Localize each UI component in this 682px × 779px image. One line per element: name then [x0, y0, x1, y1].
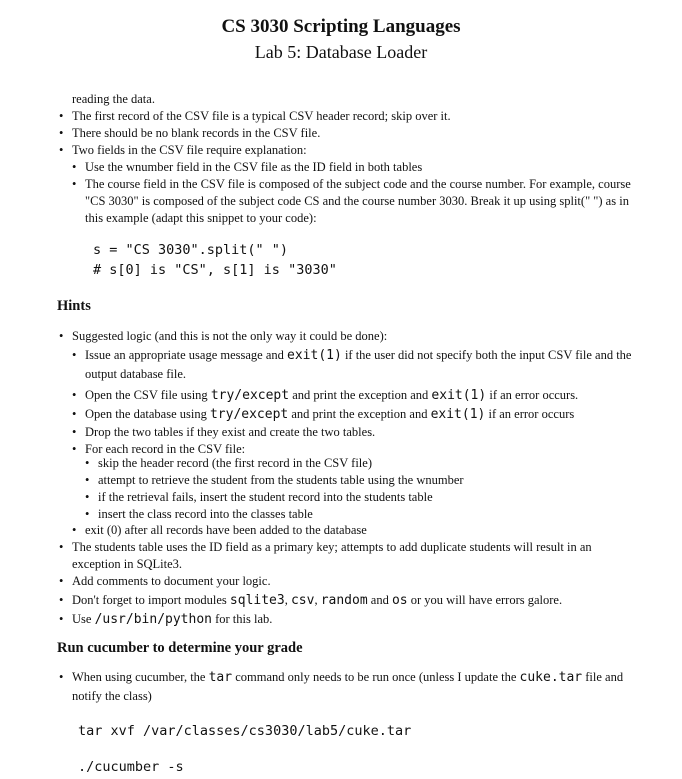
list-item: • Open the database using try/except and print the exception and exit(1) if an error occurs	[85, 406, 640, 423]
list-item: • Add comments to document your logic.	[72, 573, 642, 590]
list-item: • For each record in the CSV file:	[85, 441, 640, 458]
shell-command: ./cucumber -s	[78, 759, 184, 775]
document-title-block	[0, 14, 682, 64]
cucumber-heading: Run cucumber to determine your grade	[57, 640, 303, 656]
list-item: • Don't forget to import modules sqlite3, csv, random and os or you will have errors galore.	[72, 592, 642, 609]
list-item: • The students table uses the ID field as a primary key; attempts to add duplicate students will result in an exception in SQLite3.	[72, 539, 642, 573]
continuation-text: reading the data.	[72, 92, 155, 106]
list-item: • attempt to retrieve the student from the students table using the wnumber	[98, 472, 638, 489]
lab-title: Lab 5: Database Loader	[254, 42, 428, 62]
inline-code: exit(1)	[431, 388, 487, 403]
inline-code: random	[320, 593, 368, 608]
inline-code: exit(1)	[430, 407, 486, 422]
inline-code: try/except	[210, 388, 290, 403]
list-item: • skip the header record (the first record in the CSV file)	[98, 455, 638, 472]
list-item: • There should be no blank records in the CSV file.	[72, 125, 642, 142]
inline-code: sqlite3	[229, 593, 285, 608]
list-item: • Suggested logic (and this is not the only way it could be done):	[72, 328, 642, 345]
inline-code: /usr/bin/python	[94, 612, 212, 627]
list-item: • The course field in the CSV file is composed of the subject code and the course number. For example, course "CS 3030" is composed of the subject code CS and the course number 3030. Break it up using split(" ") as in this example (adapt this snippet to your code):	[85, 176, 640, 227]
shell-command: tar xvf /var/classes/cs3030/lab5/cuke.tar	[78, 723, 412, 739]
list-item: • Two fields in the CSV file require explanation:	[72, 142, 642, 159]
per-record-steps-list	[98, 455, 638, 523]
exit-list	[85, 522, 640, 539]
field-explanation-list	[85, 159, 640, 227]
inline-code: cuke.tar	[519, 670, 583, 685]
code-snippet	[93, 240, 337, 280]
inline-code: try/except	[209, 407, 289, 422]
list-item: • Issue an appropriate usage message and exit(1) if the user did not specify both the input CSV file and the output database file.	[85, 346, 640, 383]
list-item: • The first record of the CSV file is a typical CSV header record; skip over it.	[72, 108, 642, 125]
code-line: s = "CS 3030".split(" ")	[93, 242, 289, 258]
list-item: • Open the CSV file using try/except and print the exception and exit(1) if an error occurs.	[85, 387, 640, 404]
cucumber-list	[72, 668, 642, 705]
list-item: • if the retrieval fails, insert the student record into the students table	[98, 489, 638, 506]
inline-code: os	[391, 593, 408, 608]
course-title: CS 3030 Scripting Languages	[221, 16, 461, 37]
intro-list	[72, 108, 642, 159]
inline-code: csv	[290, 593, 315, 608]
list-item: • exit (0) after all records have been added to the database	[85, 522, 640, 539]
notes-list	[72, 539, 642, 628]
suggested-logic-list	[85, 346, 640, 458]
inline-code: exit(1)	[287, 348, 342, 363]
list-item: • Use /usr/bin/python for this lab.	[72, 611, 642, 628]
code-line: # s[0] is "CS", s[1] is "3030"	[93, 262, 337, 278]
list-item: • When using cucumber, the tar command only needs to be run once (unless I update the cuke.tar file and notify the class)	[72, 668, 642, 705]
list-item: • insert the class record into the classes table	[98, 506, 638, 523]
hints-heading: Hints	[57, 298, 91, 314]
list-item: • Drop the two tables if they exist and create the two tables.	[85, 424, 640, 441]
inline-code: tar	[208, 670, 233, 685]
list-item: • Use the wnumber field in the CSV file as the ID field in both tables	[85, 159, 640, 176]
hints-list	[72, 328, 642, 345]
